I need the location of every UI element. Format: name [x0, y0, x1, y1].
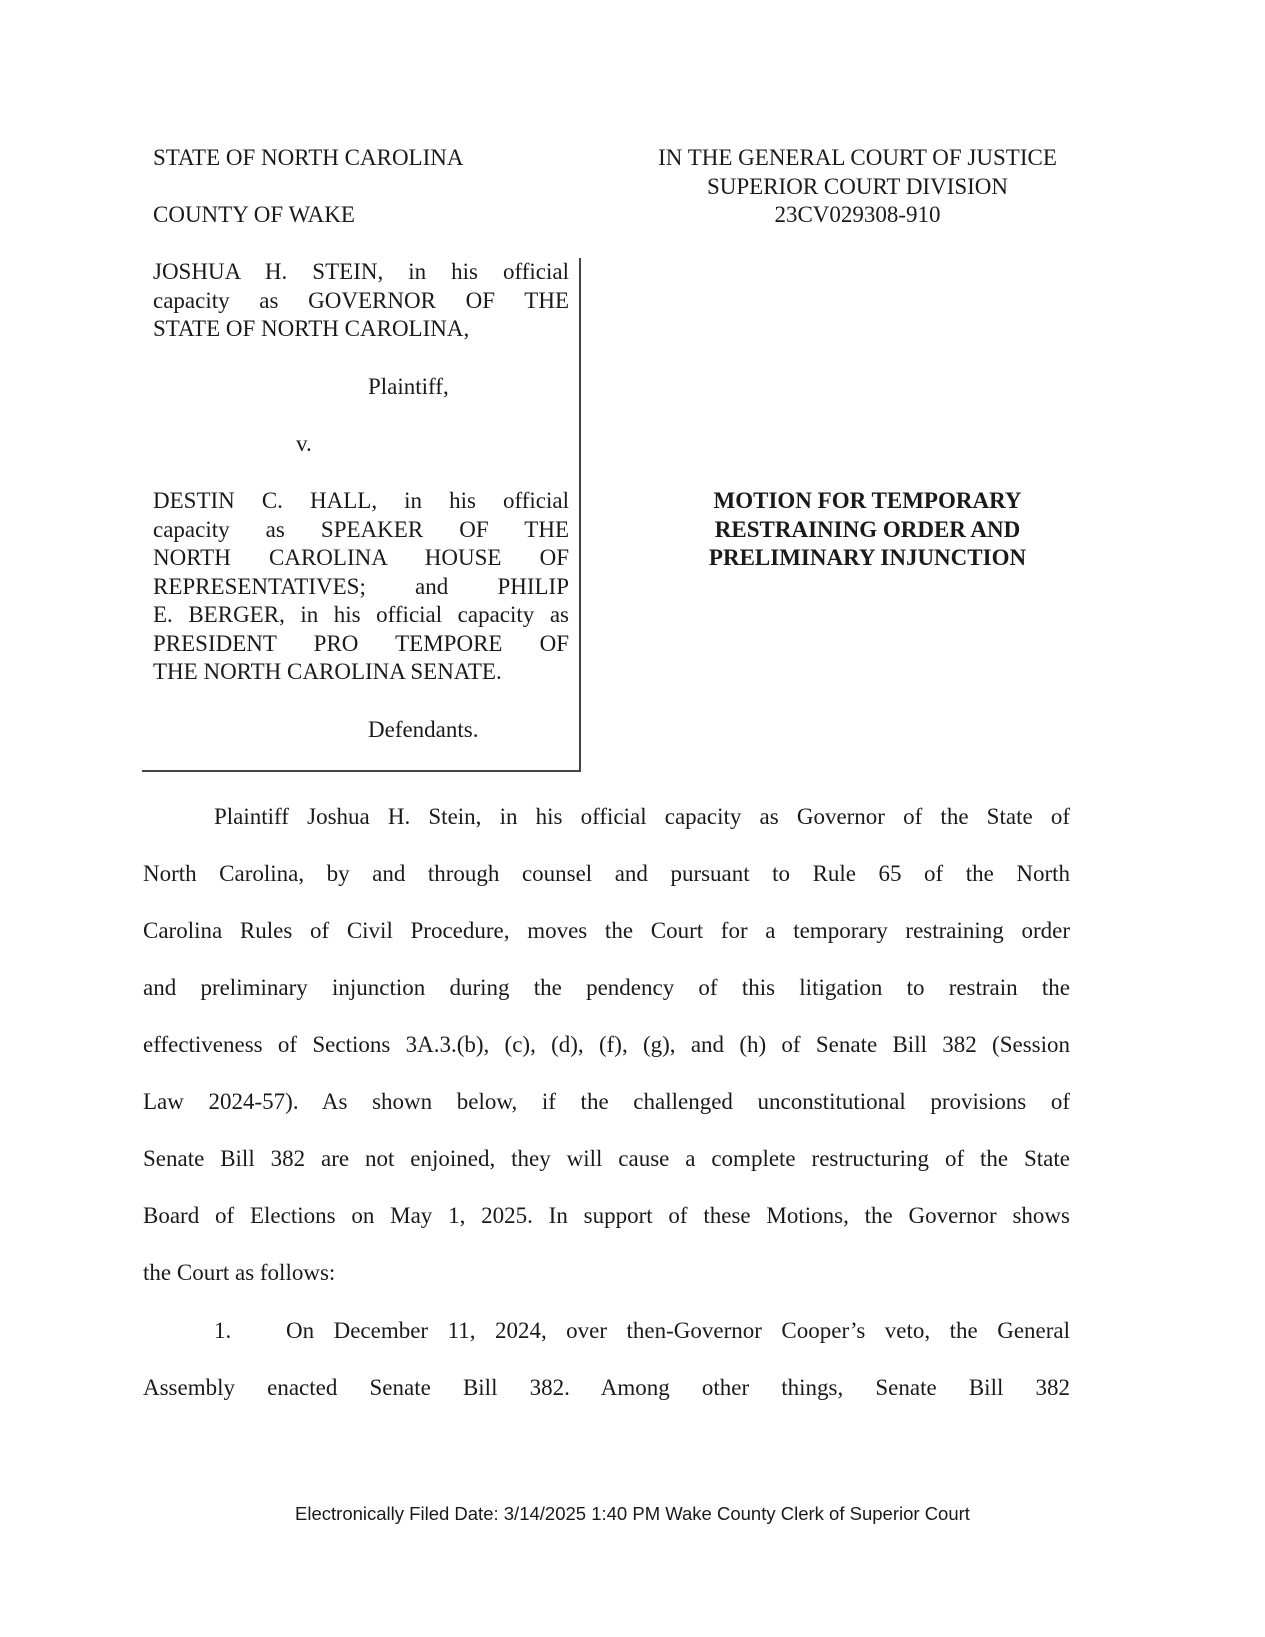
- body-line: On December 11, 2024, over then-Governor Cooper’s veto, the General: [286, 1318, 1070, 1343]
- plaintiff-line: JOSHUA H. STEIN, in his official: [153, 259, 569, 284]
- defendant-line: PRESIDENT PRO TEMPORE OF: [153, 630, 569, 656]
- plaintiff-label: Plaintiff,: [368, 374, 449, 399]
- defendants-label: Defendants.: [368, 717, 479, 742]
- body-line: Carolina Rules of Civil Procedure, moves the Court for a temporary restraining order: [143, 918, 1070, 943]
- body-line: Senate Bill 382 are not enjoined, they will cause a complete restructuring of the State: [143, 1146, 1070, 1171]
- title-line: PRELIMINARY INJUNCTION: [708, 545, 1027, 570]
- county-heading: COUNTY OF WAKE: [153, 202, 355, 227]
- state-heading: STATE OF NORTH CAROLINA: [153, 145, 464, 170]
- paragraph-number: 1.: [214, 1318, 232, 1343]
- defendant-line: E. BERGER, in his official capacity as: [153, 602, 569, 627]
- defendant-line: capacity as SPEAKER OF THE: [153, 516, 569, 542]
- case-number: 23CV029308-910: [774, 202, 941, 227]
- body-line: Assembly enacted Senate Bill 382. Among other things, Senate Bill 382: [143, 1375, 1070, 1400]
- plaintiff-line: capacity as GOVERNOR OF THE: [153, 287, 569, 313]
- defendants-block: [153, 487, 569, 687]
- document-title: [640, 487, 1095, 573]
- title-line: RESTRAINING ORDER AND: [714, 516, 1021, 542]
- defendant-line: REPRESENTATIVES; and PHILIP: [153, 573, 569, 599]
- court-name: IN THE GENERAL COURT OF JUSTICE: [658, 145, 1057, 170]
- body-line: Law 2024-57). As shown below, if the challenged unconstitutional provisions of: [143, 1089, 1070, 1114]
- body-line: the Court as follows:: [143, 1260, 336, 1285]
- plaintiff-line: STATE OF NORTH CAROLINA,: [153, 316, 470, 341]
- court-heading: [590, 144, 1125, 230]
- defendant-line: NORTH CAROLINA HOUSE OF: [153, 545, 569, 570]
- body-line: North Carolina, by and through counsel and pursuant to Rule 65 of the North: [143, 861, 1070, 886]
- court-division: SUPERIOR COURT DIVISION: [706, 173, 1009, 199]
- defendant-line: DESTIN C. HALL, in his official: [153, 488, 569, 513]
- body-line: effectiveness of Sections 3A.3.(b), (c), (d), (f), (g), and (h) of Senate Bill 382 (Session: [143, 1032, 1070, 1057]
- body-line: Plaintiff Joshua H. Stein, in his official capacity as Governor of the State of: [214, 804, 1070, 829]
- body-line: Board of Elections on May 1, 2025. In support of these Motions, the Governor shows: [143, 1203, 1070, 1228]
- caption-horizontal-rule: [142, 770, 581, 772]
- title-line: MOTION FOR TEMPORARY: [713, 488, 1022, 513]
- body-line: and preliminary injunction during the pendency of this litigation to restrain the: [143, 975, 1070, 1000]
- defendant-line: THE NORTH CAROLINA SENATE.: [153, 659, 502, 684]
- plaintiff-block: [153, 258, 569, 344]
- filing-stamp-footer: Electronically Filed Date: 3/14/2025 1:40 PM Wake County Clerk of Superior Court: [295, 1503, 970, 1524]
- versus-label: v.: [296, 431, 312, 456]
- caption-vertical-rule: [579, 258, 581, 772]
